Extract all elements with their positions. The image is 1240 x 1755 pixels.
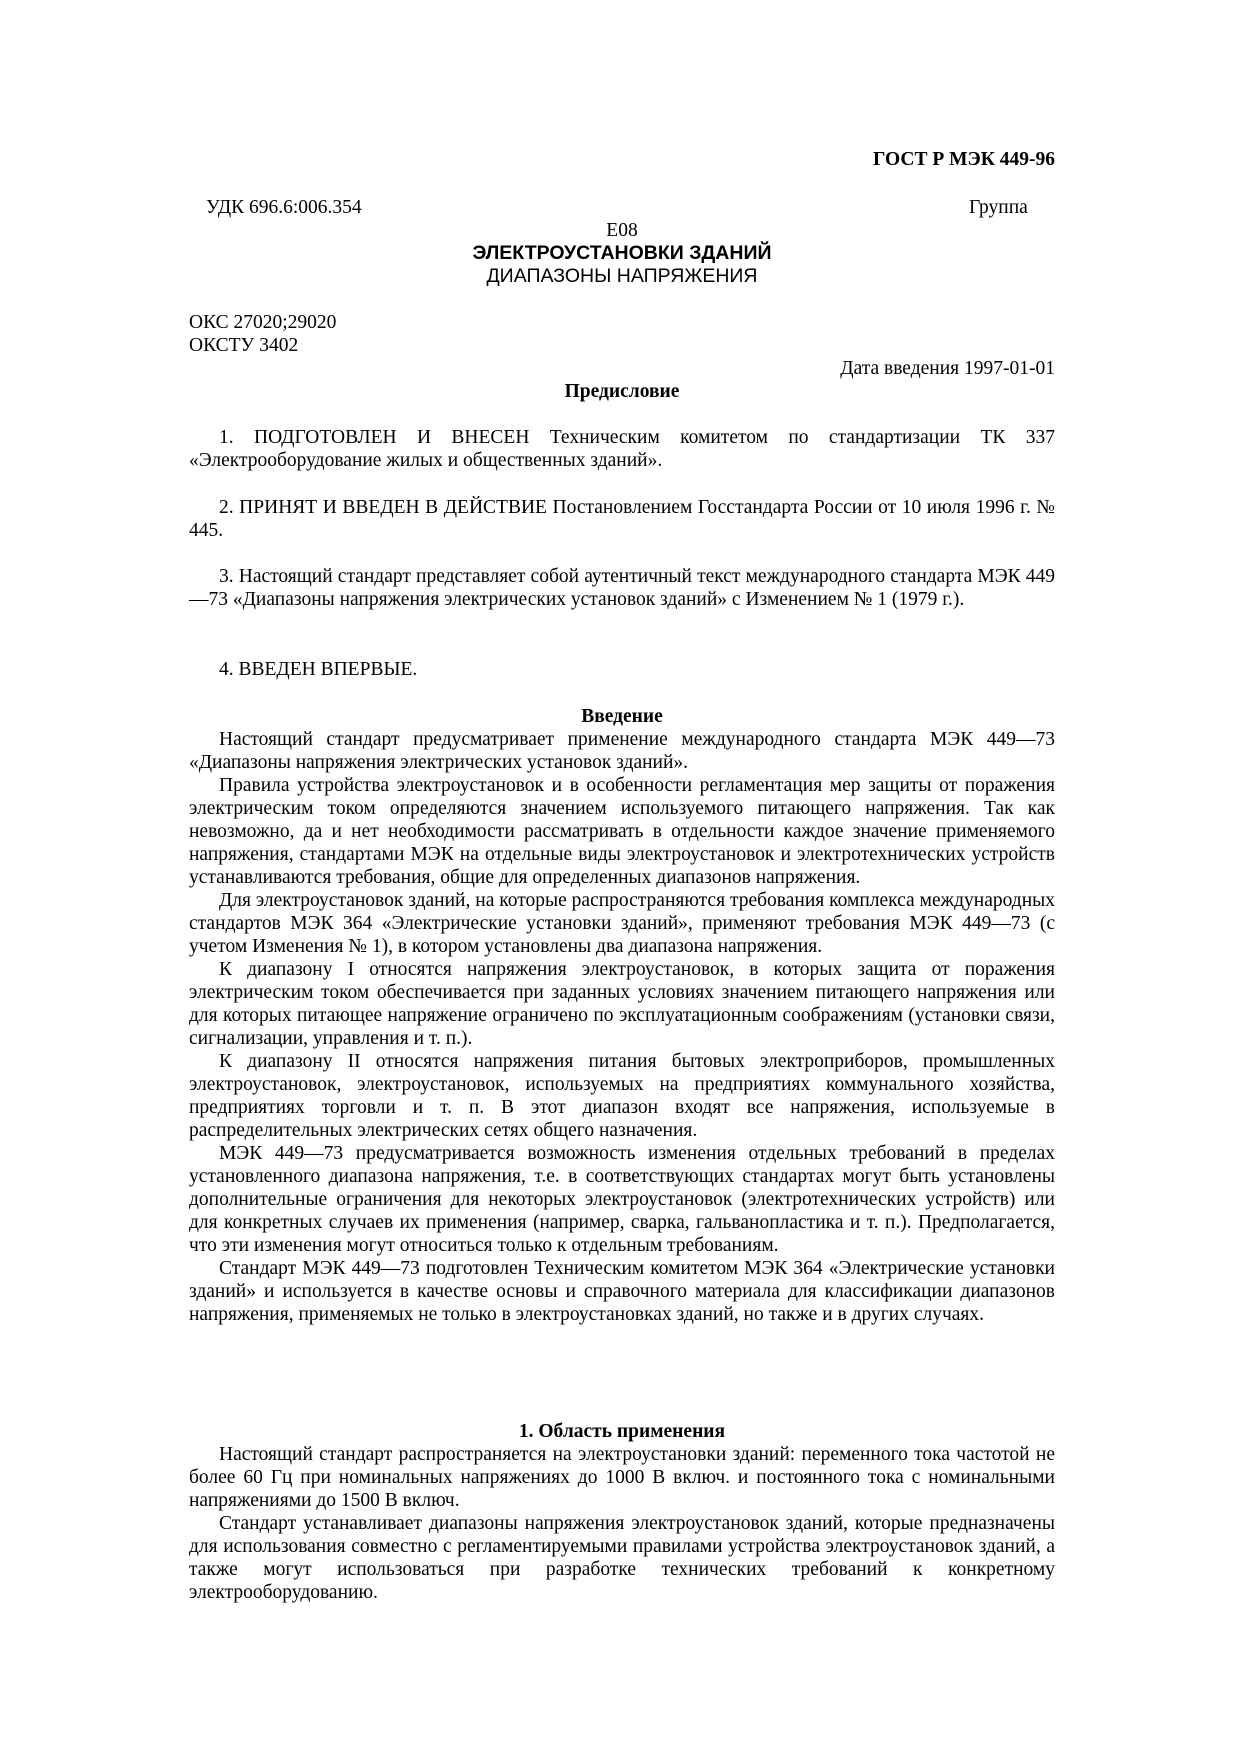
- doc-code: ГОСТ Р МЭК 449-96: [873, 149, 1055, 170]
- scope-paragraph: Настоящий стандарт распространяется на электроустановки зданий: переменного тока частотой не более 60 Гц при номинальных напряжениях до 1000 В включ. и постоянного тока с номинальными напряжениями до 1500 В включ.: [189, 1444, 1055, 1511]
- foreword-item-4: 4. ВВЕДЕН ВПЕРВЫЕ.: [219, 659, 418, 680]
- intro-paragraph: К диапазону II относятся напряжения питания бытовых электроприборов, промышленных электроустановок, электроустановок, используемых на предприятиях коммунального хозяйства, предприятиях торговли и т. п. В этот диапазон входят все напряжения, используемые в распределительных электрических сетях общего назначения.: [189, 1051, 1055, 1141]
- scope-paragraph: Стандарт устанавливает диапазоны напряжения электроустановок зданий, которые предназначены для использования совместно с регламентируемыми правилами устройства электроустановок зданий, а также могут использоваться при разработке технических требований к конкретному электрооборудованию.: [189, 1513, 1055, 1603]
- foreword-item-3: 3. Настоящий стандарт представляет собой аутентичный текст международного стандарта МЭК 449—73 «Диапазоны напряжения электрических установок зданий» с Изменением № 1 (1979 г.).: [189, 566, 1055, 610]
- group-code: Е08: [606, 220, 638, 241]
- foreword-item-1: 1. ПОДГОТОВЛЕН И ВНЕСЕН Техническим комитетом по стандартизации ТК 337 «Электрооборудование жилых и общественных зданий».: [189, 427, 1055, 471]
- scope-heading: 1. Область применения: [518, 1421, 726, 1442]
- doc-subtitle: ДИАПАЗОНЫ НАПРЯЖЕНИЯ: [486, 265, 758, 287]
- doc-title: ЭЛЕКТРОУСТАНОВКИ ЗДАНИЙ: [472, 242, 772, 264]
- introduction-body: [189, 728, 1055, 1326]
- intro-paragraph: Настоящий стандарт предусматривает применение международного стандарта МЭК 449—73 «Диапазоны напряжения электрических установок зданий».: [189, 729, 1055, 773]
- group-label: Группа: [969, 197, 1028, 218]
- introduction-date: Дата введения 1997-01-01: [840, 358, 1055, 379]
- intro-paragraph: Стандарт МЭК 449—73 подготовлен Техническим комитетом МЭК 364 «Электрические установки зданий» и используется в качестве основы и справочного материала для классификации диапазонов напряжения, применяемых не только в электроустановках зданий, но также и в других случаях.: [189, 1258, 1055, 1325]
- okstu-code: ОКСТУ 3402: [189, 335, 299, 356]
- intro-paragraph: Правила устройства электроустановок и в особенности регламентация мер защиты от поражения электрическим током определяются значением используемого питающего напряжения. Так как невозможно, да и нет необходимости рассматривать в отдельности каждое значение применяемого напряжения, стандартами МЭК на отдельные виды электроустановок и электротехнических устройств устанавливаются требования, общие для определенных диапазонов напряжения.: [189, 775, 1055, 888]
- intro-paragraph: МЭК 449—73 предусматривается возможность изменения отдельных требований в пределах установленного диапазона напряжения, т.е. в соответствующих стандартах могут быть установлены дополнительные ограничения для некоторых электроустановок (электротехнических устройств) или для конкретных случаев их применения (например, сварка, гальванопластика и т. п.). Предполагается, что эти изменения могут относиться только к отдельным требованиям.: [189, 1143, 1055, 1256]
- intro-paragraph: Для электроустановок зданий, на которые распространяются требования комплекса международных стандартов МЭК 364 «Электрические установки зданий», применяют требования МЭК 449—73 (с учетом Изменения № 1), в котором установлены два диапазона напряжения.: [189, 890, 1055, 957]
- intro-paragraph: К диапазону I относятся напряжения электроустановок, в которых защита от поражения электрическим током обеспечивается при заданных условиях значением питающего напряжения или для которых питающее напряжение ограничено по эксплуатационным соображениям (установки связи, сигнализации, управления и т. п.).: [189, 959, 1055, 1049]
- foreword-item-2: 2. ПРИНЯТ И ВВЕДЕН В ДЕЙСТВИЕ Постановлением Госстандарта России от 10 июля 1996 г. № 445.: [189, 497, 1055, 541]
- scope-body: [189, 1443, 1055, 1604]
- oks-code: ОКС 27020;29020: [189, 312, 337, 333]
- foreword-heading: Предисловие: [564, 381, 680, 402]
- udk: УДК 696.6:006.354: [206, 197, 362, 218]
- introduction-heading: Введение: [581, 706, 663, 727]
